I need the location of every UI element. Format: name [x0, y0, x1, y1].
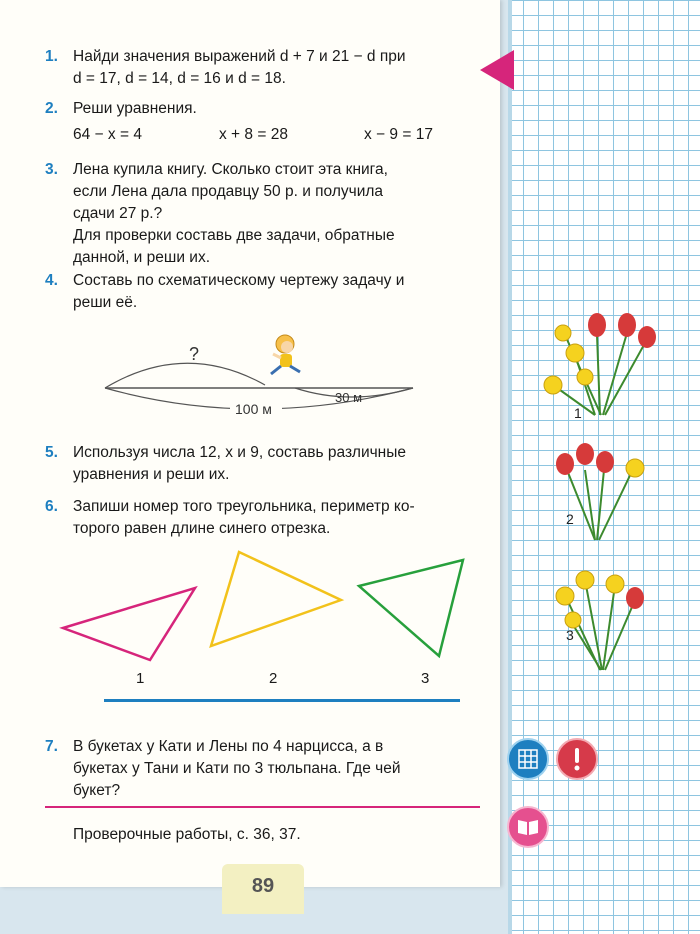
task-text: Лена купила книгу. Сколько стоит эта книга,: [73, 161, 388, 178]
bouquet-label: 1: [574, 405, 582, 421]
task-text: данной, и реши их.: [73, 249, 210, 266]
task-text: d = 17, d = 14, d = 16 и d = 18.: [73, 70, 286, 87]
bouquet-1: [535, 305, 665, 425]
triangle-1: [63, 588, 195, 660]
book-icon[interactable]: [507, 806, 549, 848]
task-text: сдачи 27 р.?: [73, 205, 163, 222]
triangle-label: 1: [136, 670, 145, 687]
task-text: Реши уравнения.: [73, 100, 197, 117]
grid-icon[interactable]: [507, 738, 549, 780]
task-number: 1.: [45, 48, 58, 65]
triangles-figure: [55, 548, 475, 663]
task-number: 3.: [45, 161, 58, 178]
task-text: если Лена дала продавцу 50 р. и получила: [73, 183, 384, 200]
diagram-question: ?: [189, 344, 200, 364]
task-text: Запиши номер того треугольника, периметр ко-: [73, 498, 415, 515]
schematic-diagram: [95, 330, 425, 425]
equation: x + 8 = 28: [219, 126, 288, 143]
task-text: Составь по схематическому чертежу задачу и: [73, 272, 405, 289]
diagram-segment-label: 30 м: [335, 390, 363, 405]
divider-line: [45, 806, 480, 808]
bouquet-label: 3: [566, 627, 574, 643]
equation: x − 9 = 17: [364, 126, 433, 143]
check-works-reference: Проверочные работы, с. 36, 37.: [73, 826, 301, 843]
task-number: 5.: [45, 444, 58, 461]
triangle-label: 2: [269, 670, 278, 687]
task-number: 4.: [45, 272, 58, 289]
task-text: уравнения и реши их.: [73, 466, 230, 483]
task-text: букетах у Тани и Кати по 3 тюльпана. Где чей: [73, 760, 401, 777]
task-text: торого равен длине синего отрезка.: [73, 520, 331, 537]
task-number: 6.: [45, 498, 58, 515]
tulip-icon: [626, 587, 644, 609]
page-marker-triangle: [480, 50, 514, 90]
task-number: 7.: [45, 738, 58, 755]
task-text: В букетах у Кати и Лены по 4 нарцисса, а в: [73, 738, 384, 755]
daffodil-icon: [626, 459, 644, 477]
bouquet-3: [545, 560, 660, 675]
bouquet-label: 2: [566, 511, 574, 527]
diagram-total-label: 100 м: [235, 401, 272, 417]
daffodil-icon: [544, 325, 593, 394]
task-text: букет?: [73, 782, 121, 799]
triangle-label: 3: [421, 670, 430, 687]
task-number: 2.: [45, 100, 58, 117]
blue-segment: [104, 699, 460, 702]
task-text: Найди значения выражений d + 7 и 21 − d при: [73, 48, 406, 65]
task-text: реши её.: [73, 294, 138, 311]
triangle-3: [359, 560, 463, 656]
attention-icon[interactable]: [556, 738, 598, 780]
running-child-illustration: [271, 335, 300, 374]
bouquet-2: [545, 440, 660, 545]
task-text: Используя числа 12, x и 9, составь различные: [73, 444, 407, 461]
triangle-2: [211, 552, 341, 646]
equation: 64 − x = 4: [73, 126, 142, 143]
task-text: Для проверки составь две задачи, обратные: [73, 227, 395, 244]
page-number: 89: [222, 864, 304, 914]
